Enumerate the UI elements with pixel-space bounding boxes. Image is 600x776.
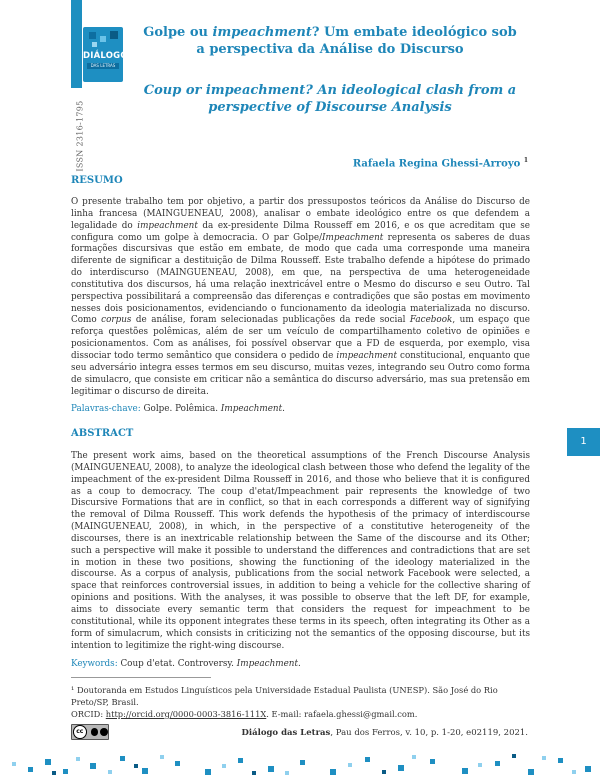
logo-subtitle: DAS LETRAS (87, 63, 119, 69)
resumo-heading: RESUMO (71, 175, 123, 186)
footnote: ¹ Doutoranda em Estudos Linguísticos pela Universidade Estadual Paulista (UNESP). São José do Rio Preto/SP, Brasil. ORCID: http://orcid.org/0000-0003-3816-111X. E-mail: rafaela.ghessi@gmail.com. (71, 685, 498, 719)
footnote-mark: 1 (523, 157, 528, 164)
logo-tile (110, 31, 118, 39)
logo-tile (89, 32, 96, 39)
cc-license-icon[interactable]: cc (71, 724, 109, 740)
logo-tile (92, 42, 97, 47)
decorative-footer-squares (0, 750, 600, 776)
title-portuguese: Golpe ou impeachment? Um embate ideológico sob a perspectiva da Análise do Discurso (143, 25, 517, 57)
resumo-segment: , um espaço que reforça questões polêmicas, além de ser um veículo de compartilhamento coletivo de opiniões e posicionamentos. Com as análises, foi possível observar que a FD de esquerda, por exemplo, visa dissociar todo termo semântico que considera o pedido de (71, 315, 531, 361)
journal-logo (83, 27, 128, 82)
abstract-body: The present work aims, based on the theoretical assumptions of the French Discourse Analysis (MAINGUENEAU, 2008), to analyze the ideological clash between those who defend the legality of the impeachment of the ex-president Dilma Rousseff in 2016, and those who believe that it is configured as a coup to democracy. The coup d'etat/Impeachment pair represents the knowledge of two Discursive Formations that are in conflict, so that in each corresponds a different way of signifying the removal of Dilma Rousseff. This work defends the hypothesis of the primacy of interdiscourse (MAINGUENEAU, 2008), in which, in the perspective of a constitutive heterogeneity of the discourses, there is an inextricable relationship between the Same of the discourse and its Other; such a perspective will make it possible to understand the differences and contradictions that are set in motion in these two positions, showing the functioning of the ideology materialized in the discourse. As a corpus of analysis, publications from the social network Facebook were selected, a space that reinforces controversial issues, in addition to being a vehicle for the collective sharing of opinions and positions. With the analyses, it was possible to observe that the left DF, for example, aims to dissociate every semantic term that considers the request for impeachment to be constitutional, while its opponent integrates these terms in its speech, often integrating its Other as a form of simulacrum, which consists in criticizing not the semantics of the opposing discourse, but its intention to legitimize the right-wing discourse. (71, 451, 530, 651)
keywords-label: Keywords: (71, 659, 118, 669)
resumo-segment: Impeachment (322, 232, 384, 243)
page-number: 1 (567, 428, 600, 456)
journal-citation: Diálogo das Letras, Pau dos Ferros, v. 10, p. 1-20, e02119, 2021. (241, 728, 528, 738)
resumo-segment: O presente trabalho tem por objetivo, a partir dos pressupostos teóricos da Análise do Discurso de linha francesa (MAINGUENEAU, 2008), analisar o embate ideológico entre os que defendem a legalidade do (71, 197, 530, 231)
keywords: Keywords: Coup d'etat. Controversy. Impeachment. (71, 659, 301, 669)
orcid-link[interactable]: http://orcid.org/0000-0003-3816-111X (105, 709, 267, 719)
resumo-segment: da ex-presidente Dilma Rousseff em 2016, e os que acreditam que se configura como um golpe à democracia. O par Golpe/ (71, 220, 530, 243)
resumo-segment: de análise, foram selecionadas publicações da rede social (131, 315, 410, 326)
footnote-rule (71, 677, 211, 678)
resumo-segment: representa os saberes de duas formações discursivas que estão em embate, de modo que cada uma corresponde uma maneira diferente de significar a destituição de Dilma Rousseff. Este trabalho defende a hipótese do primado do interdiscurso (MAINGUENEAU, 2008), em que, na perspectiva de uma heterogeneidade constitutiva dos discursos, há uma relação inextricável entre o Mesmo do discurso e seu Outro. Tal perspectiva possibilitará a compreensão das diferenças e contradições que são postas em movimento nesses dois posicionamentos, evidenciando o funcionamento da ideologia materializada no discurso. Como (71, 232, 531, 326)
by-icon (91, 728, 99, 736)
resumo-segment: impeachment (137, 220, 198, 231)
abstract-heading: ABSTRACT (71, 428, 134, 439)
author-name: Rafaela Regina Ghessi-Arroyo $^1$ (352, 157, 528, 170)
resumo-segment: impeachment (336, 350, 397, 361)
logo-title: DIÁLOGO (83, 51, 128, 61)
title-english: Coup or impeachment? An ideological clash from a perspective of Discourse Analysis (143, 83, 517, 115)
issn-label: ISSN 2316-1795 (75, 100, 85, 172)
by-icon (100, 728, 108, 736)
resumo-segment: Facebook (409, 315, 453, 326)
palavras-chave: Palavras-chave: Golpe. Polêmica. Impeachment. (71, 404, 285, 414)
resumo-segment: corpus (101, 315, 132, 326)
logo-tile (100, 36, 106, 42)
keywords-label: Palavras-chave: (71, 404, 141, 414)
resumo-body (71, 197, 530, 398)
resumo-segment: constitucional, enquanto que seu adversário integra esses termos em seu discurso, muitas vezes, integrando seu Outro como forma de simulacro, que consiste em criticar não a semântica do discurso adversário, mas sua pretensão em legitimar o discurso de direita. (71, 350, 530, 397)
left-rail (71, 0, 82, 88)
